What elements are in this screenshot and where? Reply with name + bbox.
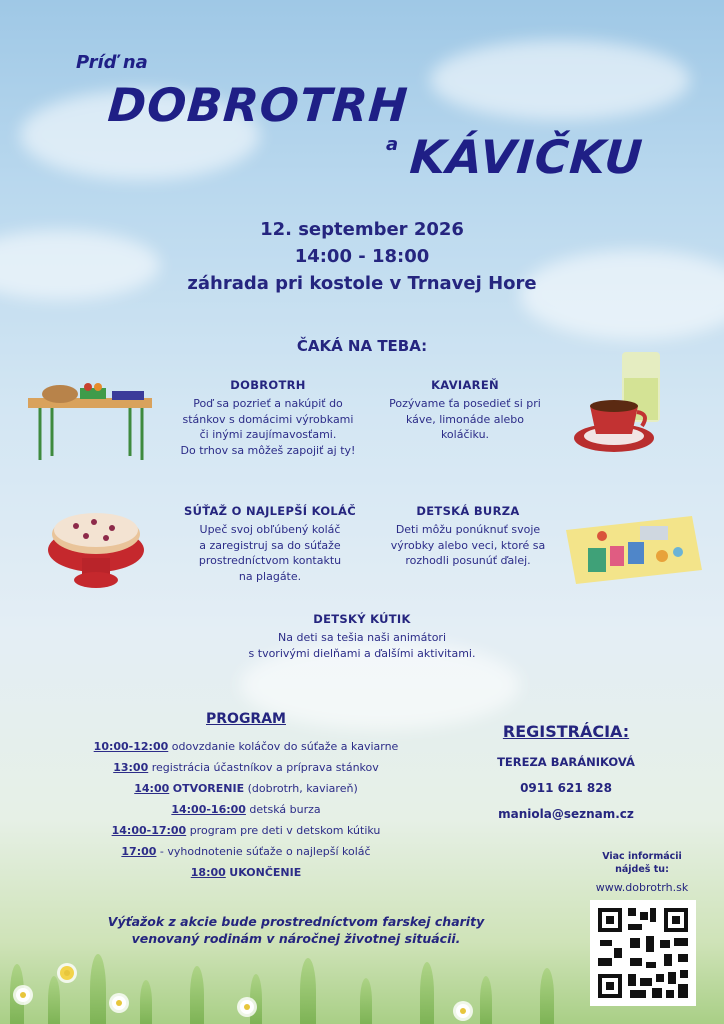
section-dobrotrh: [152, 378, 384, 458]
program-row: [46, 778, 446, 799]
registration-phone[interactable]: 0911 621 828: [520, 781, 612, 795]
program-time: 14:00-16:00: [171, 803, 246, 816]
section-sutaz-text: [160, 522, 380, 584]
section-kutik-title: DETSKÝ KÚTIK: [313, 612, 411, 626]
program-row: [46, 841, 446, 862]
market-table-illustration: [22, 378, 158, 464]
text-line: Upeč svoj obľúbený koláč: [199, 523, 341, 536]
qr-code[interactable]: [590, 900, 696, 1006]
toys-illustration: [562, 512, 704, 586]
program-time: 18:00: [190, 866, 226, 879]
section-kutik-text: [162, 630, 562, 661]
footer-note: [96, 913, 496, 947]
text-line: Poď sa pozrieť a nakúpiť do: [193, 397, 343, 410]
grass-decoration: [360, 978, 372, 1024]
text-line: Pozývame ťa posedieť si pri: [389, 397, 541, 410]
text-line: Do trhov sa môžeš zapojiť aj ty!: [180, 443, 356, 457]
program-text: program pre deti v detskom kútiku: [186, 824, 381, 837]
registration-name: TEREZA BARÁNIKOVÁ: [497, 755, 635, 769]
grass-decoration: [540, 968, 554, 1024]
header-connector: a: [386, 134, 399, 155]
program-time: 17:00: [121, 845, 157, 858]
section-kutik: [162, 612, 562, 661]
cloud: [430, 40, 690, 120]
section-kaviaren-title: KAVIAREŇ: [431, 378, 499, 392]
program-heading: PROGRAM: [206, 711, 286, 727]
text-line: s tvorivými dielňami a ďalšími aktivitami.: [248, 646, 476, 660]
text-line: stánkov s domácimi výrobkami: [182, 412, 354, 426]
footer-line: Výťažok z akcie bude prostredníctvom farskej charity: [107, 914, 485, 929]
flower-decoration: [60, 966, 74, 980]
text-line: na plagáte.: [238, 569, 302, 583]
program-text: registrácia účastníkov a príprava stánkov: [148, 761, 379, 774]
flower-decoration: [456, 1004, 470, 1018]
grass-decoration: [250, 974, 262, 1024]
grass-decoration: [140, 980, 152, 1024]
header-line1: Príď na: [76, 52, 148, 73]
text-line: prostredníctvom kontaktu: [198, 554, 342, 567]
program-bold: OTVORENIE: [172, 782, 245, 795]
program-row: [46, 820, 446, 841]
event-info: [0, 216, 724, 297]
event-place: záhrada pri kostole v Trnavej Hore: [187, 273, 537, 294]
grass-decoration: [90, 954, 106, 1024]
section-sutaz: [160, 504, 380, 584]
program-row: [46, 757, 446, 778]
text-line: koláčiku.: [440, 428, 490, 441]
footer-line: venovaný rodinám v náročnej životnej situácii.: [131, 931, 461, 946]
program-text: detská burza: [245, 803, 321, 816]
program-time: 10:00-12:00: [93, 740, 169, 753]
section-dobrotrh-title: DOBROTRH: [230, 378, 306, 392]
section-burza-title: DETSKÁ BURZA: [416, 504, 520, 518]
qr-code-icon: [590, 900, 696, 1006]
text-line: Deti môžu ponúknuť svoje: [395, 523, 541, 536]
section-burza: [370, 504, 566, 569]
cake-illustration: [46, 500, 152, 590]
info-line: nájdeš tu:: [615, 864, 669, 875]
header-dobrotrh: DOBROTRH: [106, 78, 411, 132]
program-list: [46, 736, 446, 883]
program-row: [46, 862, 446, 883]
event-time: 14:00 - 18:00: [294, 246, 430, 267]
registration-email[interactable]: maniola@seznam.cz: [498, 807, 634, 821]
flower-decoration: [16, 988, 30, 1002]
program-text: - vyhodnotenie súťaže o najlepší koláč: [156, 845, 371, 858]
coffee-illustration: [570, 350, 666, 456]
program-text: odovzdanie koláčov do súťaže a kaviarne: [168, 740, 399, 753]
info-text: [572, 850, 712, 876]
info-url[interactable]: www.dobrotrh.sk: [595, 881, 689, 894]
flower-decoration: [112, 996, 126, 1010]
grass-decoration: [190, 966, 204, 1024]
text-line: rozhodli posunúť ďalej.: [405, 554, 531, 567]
info-line: Viac informácii: [602, 851, 682, 862]
registration: [466, 722, 666, 821]
event-date: 12. september 2026: [260, 219, 464, 240]
section-kaviaren-text: [372, 396, 558, 443]
header-kavicku: KÁVIČKU: [408, 130, 645, 184]
section-sutaz-title: SÚŤAŽ O NAJLEPŠÍ KOLÁČ: [183, 504, 356, 518]
text-line: a zaregistruj sa do súťaže: [199, 538, 341, 552]
grass-decoration: [48, 976, 60, 1024]
text-line: Na deti sa tešia naši animátori: [278, 631, 446, 644]
text-line: či inými zaujímavosťami.: [199, 428, 337, 441]
program-time: 14:00-17:00: [111, 824, 187, 837]
program-bold: UKONČENIE: [229, 866, 302, 879]
grass-decoration: [300, 958, 316, 1024]
waiting-heading: ČAKÁ NA TEBA:: [296, 337, 428, 355]
flower-decoration: [240, 1000, 254, 1014]
grass-decoration: [420, 962, 434, 1024]
section-kaviaren: [372, 378, 558, 443]
section-dobrotrh-text: [152, 396, 384, 458]
program-time: 14:00: [134, 782, 170, 795]
section-burza-text: [370, 522, 566, 569]
grass-decoration: [480, 976, 492, 1024]
text-line: výrobky alebo veci, ktoré sa: [390, 538, 546, 552]
program-rest: (dobrotrh, kaviareň): [244, 782, 358, 795]
program-time: 13:00: [113, 761, 149, 774]
text-line: káve, limonáde alebo: [406, 412, 524, 426]
registration-heading: REGISTRÁCIA:: [502, 722, 630, 741]
program-row: [46, 736, 446, 757]
program-row: [46, 799, 446, 820]
